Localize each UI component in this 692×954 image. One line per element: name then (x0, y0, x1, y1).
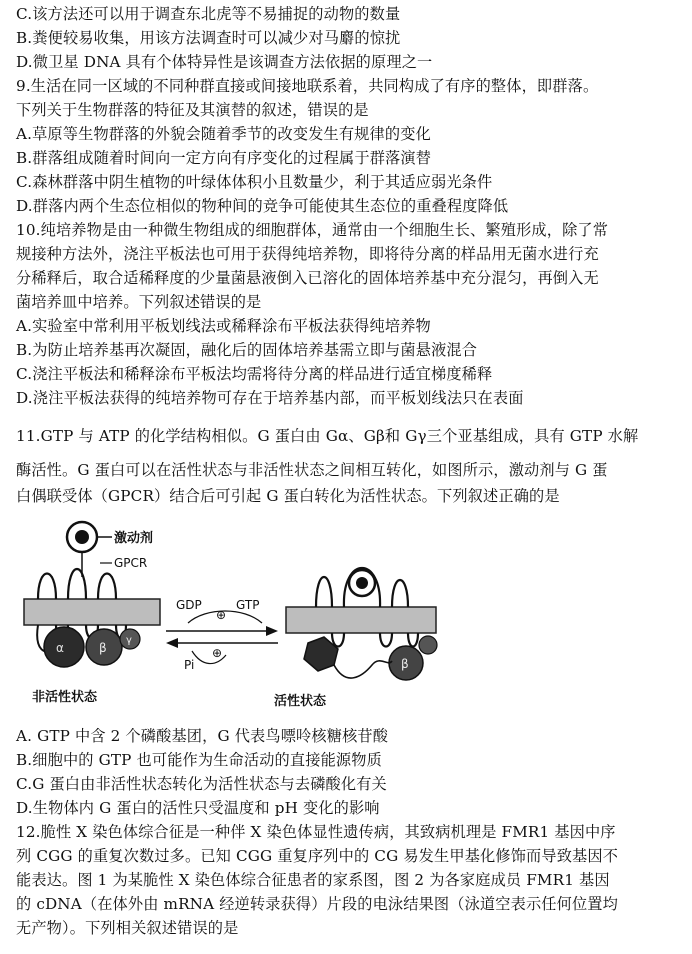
agonist-core-icon (75, 530, 89, 544)
q11-stem-line3: 白偶联受体（GPCR）结合后可引起 G 蛋白转化为活性状态。下列叙述正确的是 (16, 487, 560, 505)
arrow-activate-head (266, 626, 278, 636)
q11-option-c: C.G 蛋白由非活性状态转化为活性状态与去磷酸化有关 (16, 775, 387, 793)
active-state-label: 活性状态 (274, 694, 327, 709)
gpcr-label: GPCR (114, 556, 148, 570)
g-gamma-active (419, 636, 437, 654)
g-beta-active-label: β (401, 657, 409, 671)
q8-option-c: C.该方法还可以用于调查东北虎等不易捕捉的动物的数量 (16, 5, 401, 23)
q9-option-a: A.草原等生物群落的外貌会随着季节的改变发生有规律的变化 (16, 125, 431, 143)
q9-option-c: C.森林群落中阴生植物的叶绿体体积小且数量少，利于其适应弱光条件 (16, 173, 493, 191)
g-alpha-label: α (56, 641, 64, 655)
q12-stem-line1: 12.脆性 X 染色体综合征是一种伴 X 染色体显性遗传病，其致病机理是 FMR1 基因中序 (16, 823, 616, 841)
g-gamma-label: γ (126, 635, 132, 646)
q11-option-a: A. GTP 中含 2 个磷酸基团，G 代表鸟嘌呤核糖核苷酸 (16, 727, 389, 745)
arrow-inactivate-head (166, 638, 178, 648)
gdp-label: GDP (176, 598, 202, 612)
q12-stem-line2: 列 CGG 的重复次数过多。已知 CGG 重复序列中的 CG 易发生甲基化修饰而导致基因不 (16, 847, 619, 865)
bound-agonist-core-icon (356, 577, 368, 589)
q11-stem-line2: 酶活性。G 蛋白可以在活性状态与非活性状态之间相互转化，如图所示，激动剂与 G 蛋 (16, 461, 608, 479)
q9-option-d: D.群落内两个生态位相似的物种间的竞争可能使其生态位的重叠程度降低 (16, 197, 509, 215)
q9-stem-line2: 下列关于生物群落的特征及其演替的叙述，错误的是 (16, 101, 369, 119)
plus-icon-bottom: ⊕ (212, 646, 223, 660)
q9-stem-line1: 9.生活在同一区域的不同种群直接或间接地联系着，共同构成了有序的整体，即群落。 (16, 77, 599, 95)
q11-stem-line1: 11.GTP 与 ATP 的化学结构相似。G 蛋白由 Gα、Gβ和 Gγ三个亚基组成，具有 GTP 水解 (16, 427, 639, 445)
plus-icon-top: ⊕ (216, 608, 227, 622)
q10-option-c: C.浇注平板法和稀释涂布平板法均需将待分离的样品进行适宜梯度稀释 (16, 365, 493, 383)
q10-option-d: D.浇注平板法获得的纯培养物可存在于培养基内部，而平板划线法只在表面 (16, 389, 524, 407)
q10-stem-line3: 分稀释后，取合适稀释度的少量菌悬液倒入已溶化的固体培养基中充分混匀，再倒入无 (16, 269, 599, 287)
pi-label: Pi (184, 658, 195, 672)
g-alpha-inactive (44, 627, 84, 667)
q8-option-d: D.微卫星 DNA 具有个体特异性是该调查方法依据的原理之一 (16, 53, 433, 71)
q11-option-d: D.生物体内 G 蛋白的活性只受温度和 pH 变化的影响 (16, 799, 380, 817)
membrane-right (286, 607, 436, 633)
q10-stem-line4: 菌培养皿中培养。下列叙述错误的是 (16, 293, 262, 311)
q10-option-a: A.实验室中常利用平板划线法或稀释涂布平板法获得纯培养物 (16, 317, 431, 335)
q12-stem-line4: 的 cDNA（在体外由 mRNA 经逆转录获得）片段的电泳结果图（泳道空表示任何位置均 (16, 895, 618, 913)
q11-option-b: B.细胞中的 GTP 也可能作为生命活动的直接能源物质 (16, 751, 382, 769)
q12-stem-line3: 能表达。图 1 为某脆性 X 染色体综合征患者的家系图，图 2 为各家庭成员 FMR1 基因 (16, 871, 610, 889)
gtp-label: GTP (236, 598, 260, 612)
inactive-state-label: 非活性状态 (32, 690, 98, 705)
membrane-left (24, 599, 160, 625)
q9-option-b: B.群落组成随着时间向一定方向有序变化的过程属于群落演替 (16, 149, 432, 167)
q12-stem-line5: 无产物）。下列相关叙述错误的是 (16, 919, 239, 937)
g-beta-label: β (99, 641, 107, 655)
q10-option-b: B.为防止培养基再次凝固，融化后的固体培养基需立即与菌悬液混合 (16, 341, 478, 359)
q10-stem-line2: 规接种方法外，浇注平板法也可用于获得纯培养物，即将待分离的样品用无菌水进行充 (16, 245, 599, 263)
g-protein-figure (16, 515, 446, 715)
q10-stem-line1: 10.纯培养物是由一种微生物组成的细胞群体，通常由一个细胞生长、繁殖形成，除了常 (16, 221, 609, 239)
q8-option-b: B.粪便较易收集，用该方法调查时可以减少对马麝的惊扰 (16, 29, 401, 47)
active-linker (334, 661, 392, 678)
agonist-label: 激动剂 (114, 531, 154, 546)
